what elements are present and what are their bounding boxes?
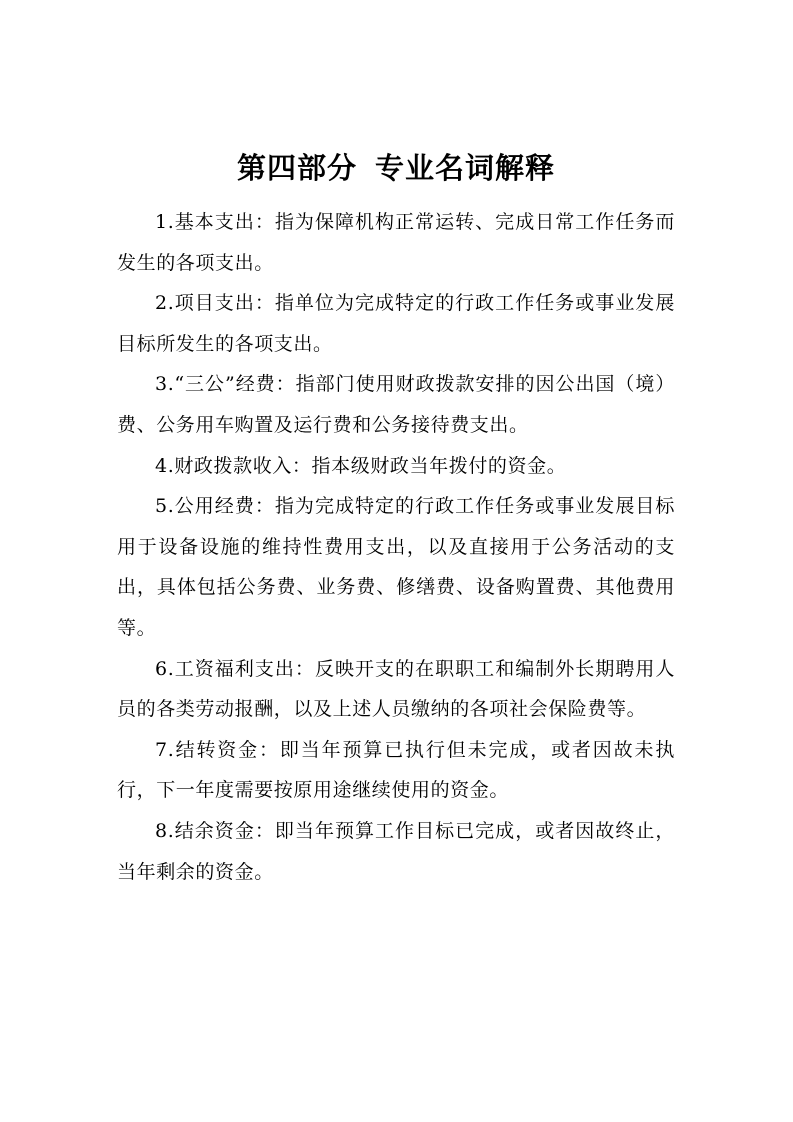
glossary-term: 3.“三公”经费： bbox=[155, 373, 296, 396]
glossary-definition: 指本级财政当年拨付的资金。 bbox=[311, 454, 567, 477]
glossary-body bbox=[117, 202, 675, 892]
glossary-definition: 即当年预算已执行但未完成，或者因故未执行，下一年度需要按原用途继续使用的资金。 bbox=[117, 738, 675, 802]
glossary-item-surplus-funds bbox=[117, 811, 675, 892]
title-main: 专业名词解释 bbox=[375, 151, 556, 185]
page-title bbox=[117, 148, 675, 188]
glossary-item-public-expenses bbox=[117, 486, 675, 648]
glossary-definition: 指单位为完成特定的行政工作任务或事业发展目标所发生的各项支出。 bbox=[117, 292, 675, 355]
glossary-item-three-public-funds bbox=[117, 364, 675, 445]
glossary-item-fiscal-allocation-income bbox=[117, 446, 675, 487]
glossary-term: 2.项目支出： bbox=[155, 292, 275, 315]
glossary-term: 7.结转资金： bbox=[155, 738, 280, 761]
glossary-item-wage-welfare bbox=[117, 649, 675, 730]
title-part: 第四部分 bbox=[236, 151, 357, 185]
glossary-definition: 即当年预算工作目标已完成，或者因故终止，当年剩余的资金。 bbox=[117, 819, 675, 883]
glossary-definition: 指为保障机构正常运转、完成日常工作任务而发生的各项支出。 bbox=[117, 211, 675, 274]
glossary-item-basic-expenditure bbox=[117, 202, 675, 283]
glossary-term: 1.基本支出： bbox=[155, 211, 275, 233]
glossary-term: 5.公用经费： bbox=[155, 495, 275, 518]
glossary-item-project-expenditure bbox=[117, 283, 675, 364]
glossary-definition: 指部门使用财政拨款安排的因公出国（境）费、公务用车购置及运行费和公务接待费支出。 bbox=[117, 373, 675, 436]
glossary-term: 6.工资福利支出： bbox=[155, 657, 315, 680]
glossary-item-carryover-funds bbox=[117, 730, 675, 811]
glossary-term: 8.结余资金： bbox=[155, 819, 275, 842]
glossary-definition: 反映开支的在职职工和编制外长期聘用人员的各类劳动报酬，以及上述人员缴纳的各项社会保险费等。 bbox=[117, 657, 676, 721]
glossary-definition: 指为完成特定的行政工作任务或事业发展目标用于设备设施的维持性费用支出，以及直接用于公务活动的支出，具体包括公务费、业务费、修缮费、设备购置费、其他费用等。 bbox=[117, 495, 675, 639]
glossary-term: 4.财政拨款收入： bbox=[155, 454, 312, 477]
